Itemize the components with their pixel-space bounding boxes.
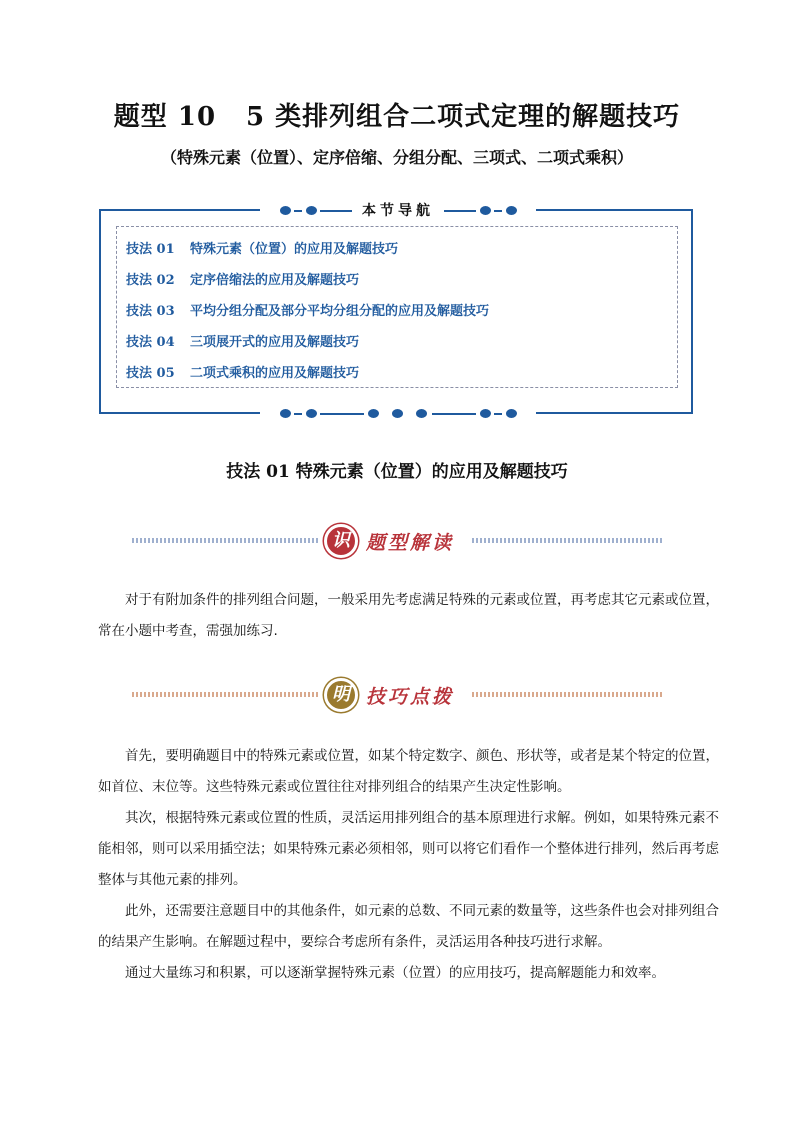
section-heading <box>0 457 794 482</box>
banner-seal-icon: 明 <box>324 678 358 712</box>
tips-paragraph-3: 此外，还需要注意题目中的其他条件，如元素的总数、不同元素的数量等，这些条件也会对排列组合的结果产生影响。在解题过程中，要综合考虑所有条件，灵活运用各种技巧进行求解。 <box>98 903 719 950</box>
nav-item-label: 三项展开式的应用及解题技巧 <box>190 335 360 350</box>
nav-item-number: 技法 03 <box>126 304 175 319</box>
nav-item-number: 技法 02 <box>126 273 175 288</box>
nav-item-1[interactable] <box>126 238 398 257</box>
title-text: 5 类排列组合二项式定理的解题技巧 <box>246 102 681 132</box>
nav-dot-decoration <box>506 206 517 215</box>
nav-line-decoration <box>494 210 502 212</box>
banner-label: 题型解读 <box>366 532 455 554</box>
nav-dot-decoration <box>368 409 379 418</box>
nav-dot-decoration <box>506 409 517 418</box>
banner-question-interpretation <box>132 520 662 568</box>
section-heading-text: 特殊元素（位置）的应用及解题技巧 <box>295 462 568 482</box>
nav-dot-decoration <box>416 409 427 418</box>
nav-item-2[interactable] <box>126 269 359 288</box>
navigation-footer <box>260 403 536 427</box>
nav-item-number: 技法 01 <box>126 242 175 257</box>
tips-paragraph-4: 通过大量练习和积累，可以逐渐掌握特殊元素（位置）的应用技巧，提高解题能力和效率。 <box>125 965 665 981</box>
banner-label: 技巧点拨 <box>366 686 455 708</box>
navigation-header <box>260 198 536 222</box>
banner-dotted-bar <box>132 538 318 543</box>
nav-line-decoration <box>494 413 502 415</box>
tips-paragraph-1: 首先，要明确题目中的特殊元素或位置，如某个特定数字、颜色、形状等，或者是某个特定的位置，如首位、末位等。这些特殊元素或位置往往对排列组合的结果产生决定性影响。 <box>98 748 719 795</box>
section-heading-prefix: 技法 <box>226 462 261 482</box>
banner-dotted-bar <box>472 538 662 543</box>
nav-dot-decoration <box>306 409 317 418</box>
banner-seal-icon: 识 <box>324 524 358 558</box>
nav-item-4[interactable] <box>126 331 359 350</box>
nav-line-decoration <box>294 413 302 415</box>
nav-item-number: 技法 05 <box>126 366 175 381</box>
banner-technique-tips <box>132 674 662 722</box>
nav-item-5[interactable] <box>126 362 359 381</box>
nav-line-decoration <box>432 413 476 415</box>
tips-paragraphs <box>98 741 724 989</box>
navigation-title: 本节导航 <box>362 203 434 219</box>
nav-item-label: 平均分组分配及部分平均分组分配的应用及解题技巧 <box>190 304 490 319</box>
nav-dot-decoration <box>480 206 491 215</box>
nav-item-3[interactable] <box>126 300 489 319</box>
nav-dot-decoration <box>392 409 403 418</box>
page-title <box>0 96 794 133</box>
title-type-number: 题型 10 <box>113 102 217 132</box>
page-subtitle: （特殊元素（位置）、定序倍缩、分组分配、三项式、二项式乘积） <box>160 148 633 167</box>
nav-item-label: 二项式乘积的应用及解题技巧 <box>190 366 360 381</box>
intro-paragraph <box>98 585 724 647</box>
nav-dot-decoration <box>480 409 491 418</box>
nav-item-label: 特殊元素（位置）的应用及解题技巧 <box>190 242 399 257</box>
tips-paragraph-2: 其次，根据特殊元素或位置的性质，灵活运用排列组合的基本原理进行求解。例如，如果特殊元素不能相邻，则可以采用插空法；如果特殊元素必须相邻，则可以将它们看作一个整体进行排列，然后再考虑整体与其他元素的排列。 <box>98 810 719 888</box>
section-heading-number: 01 <box>266 462 290 482</box>
nav-line-decoration <box>320 413 364 415</box>
nav-item-label: 定序倍缩法的应用及解题技巧 <box>190 273 360 288</box>
banner-dotted-bar <box>472 692 662 697</box>
nav-item-number: 技法 04 <box>126 335 175 350</box>
banner-dotted-bar <box>132 692 318 697</box>
nav-line-decoration <box>444 210 476 212</box>
intro-text: 对于有附加条件的排列组合问题，一般采用先考虑满足特殊的元素或位置，再考虑其它元素或位置，常在小题中考查，需强加练习. <box>98 592 719 639</box>
nav-dot-decoration <box>280 409 291 418</box>
